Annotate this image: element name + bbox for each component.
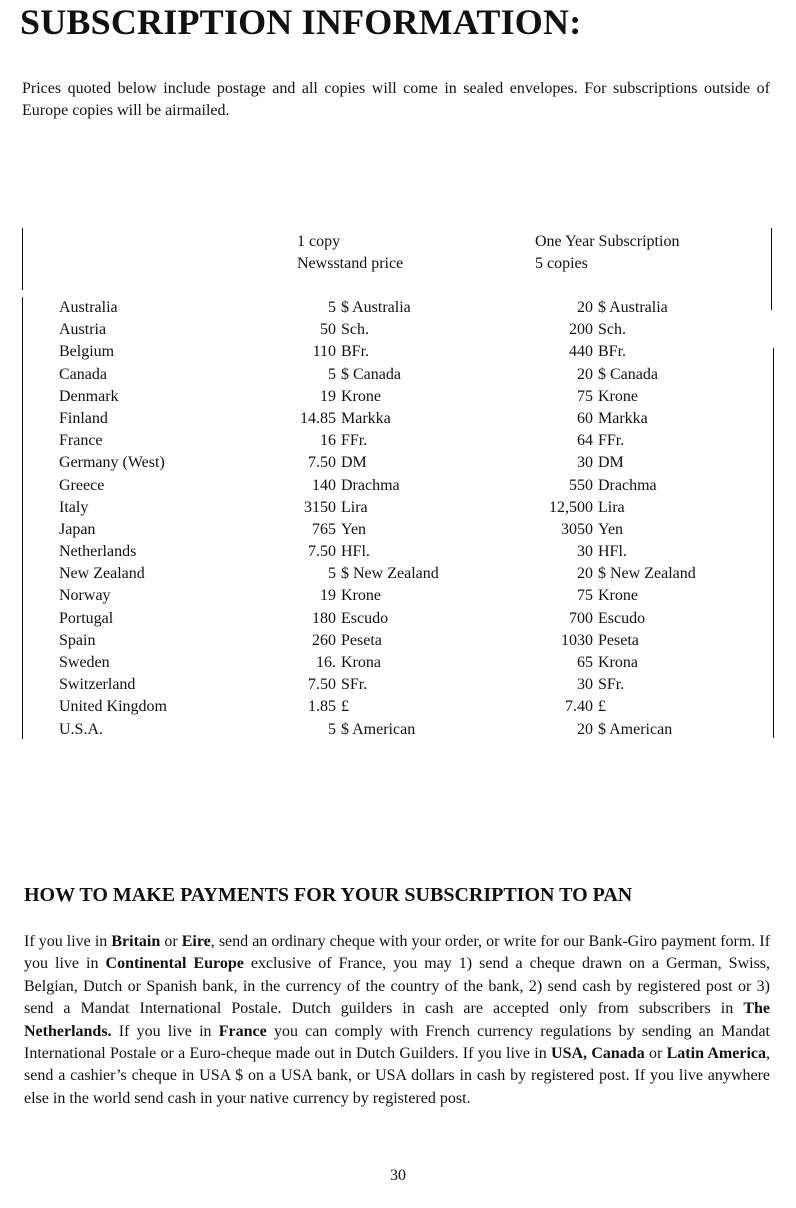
country-cell: Norway	[59, 587, 111, 605]
col2-header-line1: One Year Subscription	[535, 233, 680, 250]
subscription-price-currency: Peseta	[598, 631, 639, 649]
newsstand-price-currency: Yen	[341, 520, 367, 538]
newsstand-price-currency: $ Australia	[341, 299, 411, 316]
table-row	[0, 674, 796, 696]
table-row	[0, 297, 796, 319]
newsstand-price-currency: Krone	[341, 587, 381, 605]
subscription-price-value: 64	[577, 432, 593, 450]
table-row	[0, 475, 796, 497]
newsstand-price-value: 50	[320, 321, 336, 339]
subscription-price-value: 12,500	[549, 498, 593, 516]
subscription-price-value: 75	[577, 387, 593, 405]
subscription-price-currency: DM	[598, 454, 624, 472]
payment-emphasis: Continental Europe	[105, 955, 244, 973]
subscription-price-value: 1030	[561, 631, 593, 649]
table-row	[0, 519, 796, 541]
col1-header-line2: Newsstand price	[297, 255, 404, 272]
newsstand-price-value: 19	[320, 587, 336, 605]
country-cell: Portugal	[59, 609, 114, 627]
subscription-price-currency: Krona	[598, 654, 638, 671]
col2-header-line2: 5 copies	[535, 255, 588, 272]
country-cell: United Kingdom	[59, 698, 167, 716]
table-row	[0, 408, 796, 430]
subscription-price-currency: Drachma	[598, 476, 657, 494]
subscription-price-currency: FFr.	[598, 432, 625, 450]
country-cell: France	[59, 432, 103, 450]
subscription-price-currency: SFr.	[598, 676, 625, 694]
subscription-price-currency: Markka	[598, 409, 648, 427]
newsstand-price-currency: $ Canada	[341, 365, 401, 383]
newsstand-price-value: 3150	[304, 498, 336, 516]
subscription-price-value: 20	[577, 565, 593, 583]
table-row	[0, 452, 796, 474]
newsstand-price-currency: Escudo	[341, 609, 389, 627]
table-row	[0, 341, 796, 363]
table-row	[0, 386, 796, 408]
table-row	[0, 652, 796, 674]
newsstand-price-currency: Krone	[341, 387, 381, 405]
subscription-price-value: 30	[577, 543, 593, 561]
country-cell: Denmark	[59, 387, 119, 405]
table-row	[0, 585, 796, 607]
table-row	[0, 497, 796, 519]
newsstand-price-currency: $ American	[341, 720, 416, 738]
newsstand-price-value: 7.50	[308, 454, 336, 472]
subscription-price-value: 440	[569, 343, 593, 361]
subscription-price-value: 20	[577, 365, 593, 383]
table-row	[0, 541, 796, 563]
table-row	[0, 430, 796, 452]
subscription-price-value: 20	[577, 720, 593, 738]
subscription-price-currency: Krone	[598, 387, 638, 405]
newsstand-price-currency: Krona	[341, 654, 381, 671]
table-row	[0, 719, 796, 741]
intro-paragraph: Prices quoted below include postage and all copies will come in sealed envelopes. For subscriptions outside of Europe copies will be airmailed.	[22, 80, 770, 119]
country-cell: Austria	[59, 321, 107, 339]
subscription-price-value: 30	[577, 676, 593, 694]
page-title: SUBSCRIPTION INFORMATION:	[20, 2, 582, 42]
newsstand-price-value: 180	[312, 609, 336, 627]
newsstand-price-value: 16	[320, 432, 336, 450]
payment-emphasis: Eire	[181, 933, 211, 950]
country-cell: Australia	[59, 299, 118, 316]
country-cell: U.S.A.	[59, 720, 104, 738]
table-row	[0, 319, 796, 341]
payment-emphasis: France	[218, 1022, 267, 1040]
subscription-price-value: 60	[577, 409, 593, 427]
country-cell: Germany (West)	[59, 454, 165, 472]
newsstand-price-value: 110	[312, 343, 336, 361]
country-cell: New Zealand	[59, 565, 145, 583]
country-cell: Greece	[59, 476, 105, 494]
subscription-price-value: 75	[577, 587, 593, 605]
newsstand-price-value: 5	[328, 365, 336, 383]
subscription-price-value: 7.40	[565, 698, 593, 716]
newsstand-price-currency: DM	[341, 454, 367, 472]
country-cell: Belgium	[59, 343, 115, 361]
subscription-price-currency: Lira	[598, 498, 625, 516]
payment-text: you can comply with French currency regulations by sending an Mandat International Postale or a Euro-cheque made out in Dutch Guilders. If you live in	[24, 1022, 771, 1063]
payment-paragraph	[24, 931, 770, 1110]
newsstand-price-value: 16.	[316, 654, 336, 671]
newsstand-price-currency: HFl.	[341, 543, 370, 561]
subscription-price-currency: Escudo	[598, 609, 646, 627]
newsstand-price-value: 1.85	[308, 698, 336, 716]
country-cell: Switzerland	[59, 676, 136, 694]
subscription-price-value: 550	[569, 476, 593, 494]
newsstand-price-currency: FFr.	[341, 432, 368, 450]
newsstand-price-currency: SFr.	[341, 676, 368, 694]
payment-heading: HOW TO MAKE PAYMENTS FOR YOUR SUBSCRIPTION TO PAN	[24, 884, 633, 906]
payment-text: , send an ordinary cheque with your order, or write for our Bank-Giro payment form. If you live in	[24, 933, 771, 973]
newsstand-price-currency: $ New Zealand	[341, 565, 439, 583]
newsstand-price-currency: £	[341, 698, 349, 716]
subscription-price-currency: $ American	[598, 720, 673, 738]
payment-text: or	[644, 1045, 667, 1063]
subscription-price-currency: Sch.	[598, 321, 626, 339]
price-table	[0, 297, 796, 741]
newsstand-price-value: 260	[312, 631, 336, 649]
newsstand-price-value: 5	[328, 299, 336, 316]
newsstand-price-value: 5	[328, 565, 336, 583]
country-cell: Sweden	[59, 654, 110, 671]
country-cell: Netherlands	[59, 543, 137, 561]
payment-text: or	[160, 933, 182, 950]
page-number: 30	[390, 1167, 406, 1184]
newsstand-price-value: 7.50	[308, 676, 336, 694]
subscription-price-value: 65	[577, 654, 593, 671]
payment-text: If you live in	[24, 933, 112, 950]
newsstand-price-value: 5	[328, 720, 336, 738]
subscription-price-value: 700	[569, 609, 593, 627]
newsstand-price-value: 765	[312, 520, 336, 538]
table-row	[0, 364, 796, 386]
newsstand-price-value: 14.85	[300, 409, 336, 427]
subscription-price-currency: HFl.	[598, 543, 627, 561]
payment-text: If you live in	[111, 1022, 219, 1040]
country-cell: Spain	[59, 631, 96, 649]
newsstand-price-value: 19	[320, 387, 336, 405]
subscription-price-currency: Yen	[598, 520, 624, 538]
country-cell: Finland	[59, 409, 108, 427]
subscription-price-currency: $ Canada	[598, 365, 658, 383]
newsstand-price-currency: Markka	[341, 409, 391, 427]
table-row	[0, 608, 796, 630]
newsstand-price-currency: Sch.	[341, 321, 369, 339]
newsstand-price-currency: Lira	[341, 498, 368, 516]
subscription-price-currency: BFr.	[598, 343, 627, 361]
subscription-price-currency: Krone	[598, 587, 638, 605]
payment-text: , send a cashier’s cheque in USA $ on a USA bank, or USA dollars in cash by registered post. If you live anywhere else in the world send cash in your native currency by registered post.	[24, 1045, 771, 1107]
newsstand-price-currency: Drachma	[341, 476, 400, 494]
subscription-price-value: 3050	[561, 520, 593, 538]
subscription-price-value: 30	[577, 454, 593, 472]
newsstand-price-value: 140	[312, 476, 336, 494]
payment-emphasis: Latin America	[666, 1045, 767, 1063]
payment-text: exclusive of France, you may 1) send a cheque drawn on a German, Swiss, Belgian, Dutch or Spanish bank, in the currency of the country of the bank, 2) send cash by registered post or 3) send a Mandat International Postale. Dutch guilders in cash are accepted only from subscribers in	[24, 955, 771, 1018]
newsstand-price-value: 7.50	[308, 543, 336, 561]
subscription-price-value: 20	[577, 299, 593, 316]
table-row	[0, 630, 796, 652]
col1-header-line1: 1 copy	[297, 233, 341, 250]
newsstand-price-currency: BFr.	[341, 343, 370, 361]
table-left-border	[22, 228, 23, 290]
country-cell: Canada	[59, 365, 107, 383]
subscription-price-currency: $ Australia	[598, 299, 668, 316]
payment-emphasis: The Netherlands.	[24, 1000, 770, 1040]
country-cell: Japan	[59, 520, 96, 538]
table-row	[0, 696, 796, 718]
subscription-price-currency: $ New Zealand	[598, 565, 696, 583]
subscription-price-currency: £	[598, 698, 606, 716]
payment-emphasis: Britain	[111, 933, 161, 950]
country-cell: Italy	[59, 498, 89, 516]
table-row	[0, 563, 796, 585]
subscription-price-value: 200	[569, 321, 593, 339]
payment-emphasis: USA, Canada	[551, 1045, 645, 1063]
newsstand-price-currency: Peseta	[341, 631, 382, 649]
